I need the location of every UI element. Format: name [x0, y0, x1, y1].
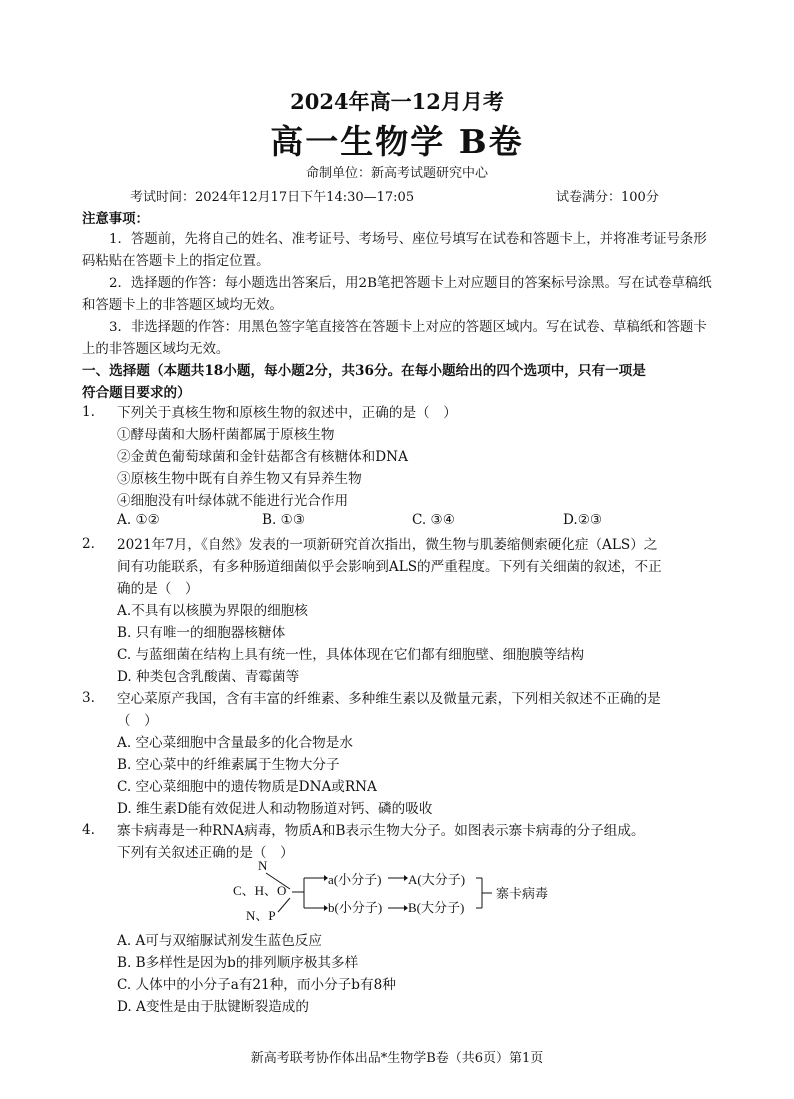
notice-item-3: 3．非选择题的作答：用黑色签字笔直接答在答题卡上对应的答题区域内。写在试卷、草稿纸和答题卡上的非答题区域均无效。 — [82, 320, 707, 357]
q4-option-d: D. A变性是由于肽键断裂造成的 — [117, 999, 309, 1015]
diagram-cho-label: C、H、O — [233, 883, 287, 898]
q2-stem-line3: 确的是（ ） — [117, 581, 199, 597]
q2-option-c: C. 与蓝细菌在结构上具有统一性，具体体现在它们都有细胞壁、细胞膜等结构 — [117, 647, 585, 663]
q1-stem: 下列关于真核生物和原核生物的叙述中，正确的是（ ） — [117, 405, 457, 421]
section-heading-line1: 一、选择题（本题共18小题，每小题2分，共36分。在每小题给出的四个选项中，只有一项是 — [82, 363, 646, 379]
q2-option-d: D. 种类包含乳酸菌、青霉菌等 — [117, 669, 300, 685]
diagram-np-label: N、P — [246, 908, 276, 923]
notice-item-2: 2．选择题的作答：每小题选出答案后，用2B笔把答题卡上对应题目的答案标号涂黑。写在试卷草稿纸和答题卡上的非答题区域均无效。 — [82, 276, 712, 313]
q1-option-c: C. ③④ — [412, 512, 455, 528]
diagram-b-big: B(大分子) — [408, 900, 465, 915]
compiling-unit: 命制单位：新高考试题研究中心 — [305, 166, 488, 181]
diagram-a-small: a(小分子) — [328, 872, 382, 887]
diagram-a-big: A(大分子) — [408, 872, 466, 887]
notice-item-1: 1．答题前，先将自己的姓名、准考证号、考场号、座位号填写在试卷和答题卡上，并将准考证号条形码粘贴在答题卡上的指定位置。 — [82, 232, 707, 269]
diagram-virus-label: 寨卡病毒 — [496, 886, 549, 901]
q1-option-b: B. ①③ — [262, 512, 306, 528]
q3-stem-line2: （ ） — [117, 713, 158, 729]
q1-item-3: ③原核生物中既有自养生物又有异养生物 — [117, 471, 362, 487]
q4-option-a: A. A可与双缩脲试剂发生蓝色反应 — [117, 933, 322, 949]
diagram-b-small: b(小分子) — [328, 900, 383, 915]
section-heading-line2: 符合题目要求的） — [82, 385, 191, 401]
q4-option-c: C. 人体中的小分子a有21种，而小分子b有8种 — [117, 977, 396, 993]
q2-option-a: A.不具有以核膜为界限的细胞核 — [117, 603, 308, 619]
diagram-n-label: N — [258, 858, 268, 873]
q3-option-a: A. 空心菜细胞中含量最多的化合物是水 — [117, 735, 353, 751]
q2-stem-line2: 间有功能联系，有多种肠道细菌似乎会影响到ALS的严重程度。下列有关细菌的叙述，不正 — [117, 559, 662, 575]
q4-stem-line2: 下列有关叙述正确的是（ ） — [117, 845, 294, 861]
notice-title: 注意事项： — [82, 211, 149, 227]
exam-time: 考试时间：2024年12月17日下午14:30—17:05 — [130, 190, 415, 205]
q1-option-d: D.②③ — [563, 512, 603, 528]
subject-title: 高一生物学 B卷 — [270, 122, 524, 161]
q1-item-4: ④细胞没有叶绿体就不能进行光合作用 — [117, 493, 349, 509]
q4-stem-line1: 寨卡病毒是一种RNA病毒，物质A和B表示生物大分子。如图表示寨卡病毒的分子组成。 — [117, 823, 645, 839]
q4-option-b: B. B多样性是因为b的排列顺序极其多样 — [117, 955, 359, 971]
q3-number: 3. — [82, 690, 95, 706]
q1-number: 1. — [82, 404, 95, 420]
q1-option-a: A. ①② — [117, 512, 160, 528]
diagram-line-np — [278, 898, 290, 912]
virus-composition-diagram — [228, 856, 568, 926]
full-score: 试卷满分：100分 — [556, 190, 659, 205]
q3-option-d: D. 维生素D能有效促进人和动物肠道对钙、磷的吸收 — [117, 801, 433, 817]
q3-option-c: C. 空心菜细胞中的遗传物质是DNA或RNA — [117, 779, 377, 795]
q3-stem-line1: 空心菜原产我国，含有丰富的纤维素、多种维生素以及微量元素，下列相关叙述不正确的是 — [117, 691, 661, 707]
q4-number: 4. — [82, 822, 95, 838]
q2-option-b: B. 只有唯一的细胞器核糖体 — [117, 625, 286, 641]
q2-stem-line1: 2021年7月，《自然》发表的一项新研究首次指出，微生物与肌萎缩侧索硬化症（ALS）之 — [117, 537, 658, 553]
q1-item-1: ①酵母菌和大肠杆菌都属于原核生物 — [117, 427, 335, 443]
q2-number: 2. — [82, 536, 95, 552]
q3-option-b: B. 空心菜中的纤维素属于生物大分子 — [117, 757, 340, 773]
page-footer: 新高考联考协作体出品*生物学B卷（共6页）第1页 — [250, 1051, 544, 1066]
exam-title: 2024年高一12月月考 — [290, 89, 504, 114]
q1-item-2: ②金黄色葡萄球菌和金针菇都含有核糖体和DNA — [117, 449, 408, 465]
